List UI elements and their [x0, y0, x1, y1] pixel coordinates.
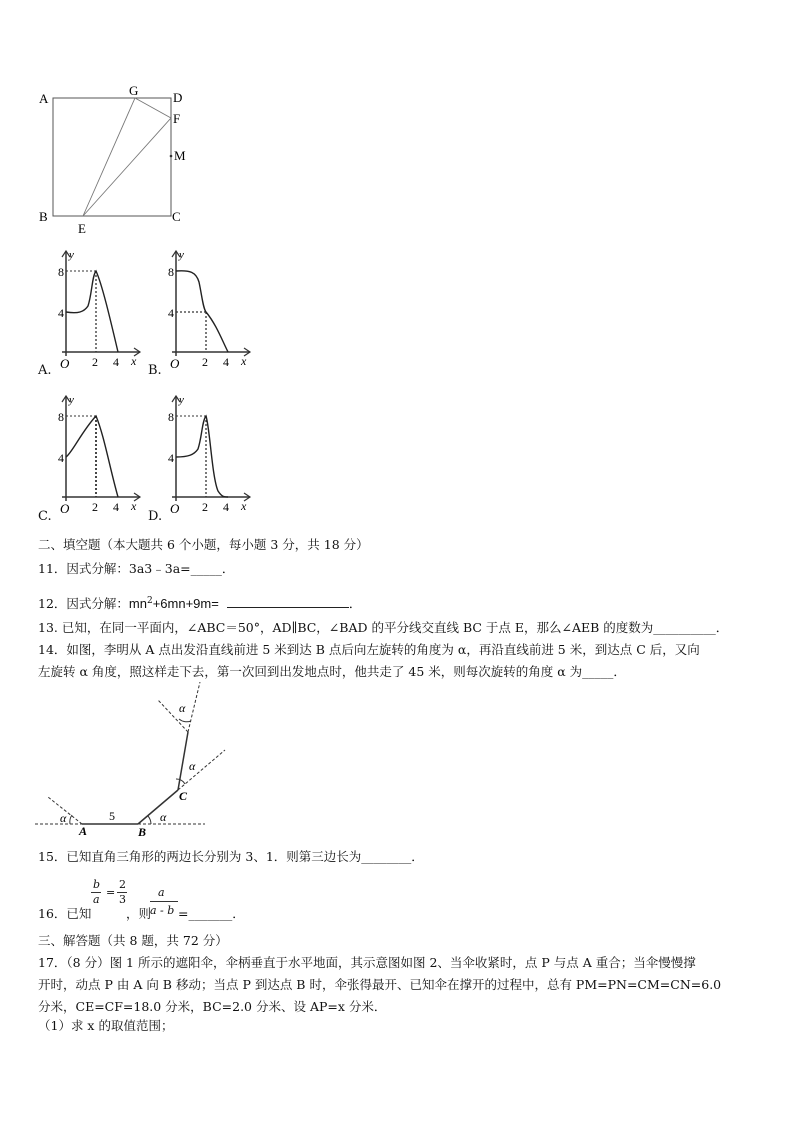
tick-x4: 4 [113, 500, 119, 514]
tick-y8: 8 [168, 265, 174, 279]
tick-y4: 4 [58, 451, 64, 465]
y-axis-label: y [179, 249, 184, 261]
q16-suffix: =_______． [178, 906, 245, 921]
alpha-c: α [189, 759, 196, 773]
label-b: B [138, 825, 147, 839]
segment-eg [83, 98, 135, 216]
label-c: C [179, 789, 188, 803]
q12-answer-blank[interactable] [227, 595, 349, 608]
x-axis-label: x [241, 499, 247, 513]
origin-label: O [60, 501, 70, 516]
label-f: F [173, 111, 181, 126]
question-17-line1: 17．（8 分）图 1 所示的遮阳伞，伞柄垂直于水平地面，其示意图如图 2、当伞收紧时，点 P 与点 A 重合；当伞慢慢撑 [38, 955, 696, 970]
q12-suffix: ． [348, 596, 362, 612]
question-17-line4: （1）求 x 的取值范围； [38, 1018, 174, 1033]
q16-den-3: 3 [119, 893, 126, 906]
q16-mid: ，则 [126, 906, 152, 921]
y-axis-label: y [179, 394, 184, 406]
label-e: E [78, 221, 86, 236]
graph-option-a [58, 248, 148, 373]
graph-option-d [168, 393, 258, 518]
graph-option-b [168, 248, 258, 373]
alpha-b: α [160, 810, 167, 824]
question-17-line3: 分米，CE=CF=18.0 分米，BC=2.0 分米、设 AP=x 分米． [38, 999, 387, 1014]
segment-bc [138, 790, 178, 824]
question-11: 11．因式分解：3a3﹣3a=_____． [38, 561, 235, 576]
alpha-a: α [60, 811, 67, 825]
section2-heading: 二、填空题（本大题共 6 个小题，每小题 3 分，共 18 分） [38, 537, 369, 552]
q12-prefix: 12．因式分解： [38, 596, 129, 612]
question-17-line2: 开时，动点 P 由 A 向 B 移动；当点 P 到达点 B 时，伞张得最开、已知伞在撑开的过程中，总有 PM=PN=CM=CN=6.0 [38, 977, 722, 992]
question-15: 15．已知直角三角形的两边长分别为 3、1．则第三边长为________． [38, 849, 424, 864]
point-m [170, 155, 173, 158]
label-c: C [172, 209, 181, 224]
q16-num-a: a [158, 886, 165, 899]
tick-y8: 8 [168, 410, 174, 424]
q16-num-2: 2 [119, 878, 126, 891]
q12-expr-b: +6mn+9m= [152, 596, 219, 612]
y-axis-label: y [69, 394, 74, 406]
label-g: G [129, 83, 139, 98]
label-b: B [39, 209, 48, 224]
square-outline [53, 98, 171, 216]
tick-y4: 4 [168, 306, 174, 320]
tick-x2: 2 [92, 355, 98, 369]
label-a: A [39, 91, 49, 106]
origin-label: O [60, 356, 70, 371]
question-13: 13. 已知，在同一平面内，∠ABC＝50°，AD∥BC，∠BAD 的平分线交直线 BC 于点 E，那么∠AEB 的度数为__________． [38, 620, 729, 635]
alpha-d: α [179, 701, 186, 715]
q16-den-a: a [93, 893, 100, 906]
q12-expr-a: mn [128, 596, 147, 612]
tick-x2: 2 [202, 500, 208, 514]
x-axis-label: x [131, 354, 137, 368]
x-axis-label: x [131, 499, 137, 513]
q16-prefix: 16．已知 [38, 906, 92, 921]
tick-x2: 2 [92, 500, 98, 514]
y-axis-label: y [69, 249, 74, 261]
option-a-label: A. [38, 363, 52, 378]
tick-y8: 8 [58, 265, 64, 279]
q16-equals: = [106, 886, 116, 899]
q16-num-b: b [93, 878, 101, 891]
question-14-line1: 14．如图，李明从 A 点出发沿直线前进 5 米到达 B 点后向左旋转的角度为 α，再沿直线前进 5 米，到达点 C 后，又向 [38, 642, 700, 657]
tick-x4: 4 [223, 355, 229, 369]
question-12 [38, 593, 361, 612]
x-axis-label: x [241, 354, 247, 368]
q12-exponent: 2 [146, 596, 153, 606]
section3-heading: 三、解答题（共 8 题，共 72 分） [38, 933, 228, 948]
origin-label: O [170, 356, 180, 371]
label-five: 5 [109, 809, 115, 823]
tick-y4: 4 [58, 306, 64, 320]
segment-gf [135, 98, 171, 118]
tick-x4: 4 [223, 500, 229, 514]
q16-den-ab: a - b [150, 904, 175, 917]
option-d-label: D. [148, 509, 163, 524]
tick-y8: 8 [58, 410, 64, 424]
square-figure [30, 80, 200, 240]
label-a: A [79, 824, 88, 838]
origin-label: O [170, 501, 180, 516]
q16-fraction-bar-3 [150, 901, 178, 902]
tick-x2: 2 [202, 355, 208, 369]
label-m: M [174, 148, 186, 163]
option-c-label: C. [38, 509, 52, 524]
segment-ef [83, 118, 171, 216]
tick-y4: 4 [168, 451, 174, 465]
graph-option-c [58, 393, 148, 518]
path-figure [30, 682, 240, 842]
option-b-label: B. [148, 363, 162, 378]
question-14-line2: 左旋转 α 角度，照这样走下去，第一次回到出发地点时，他共走了 45 米，则每次旋转的角度 α 为_____． [38, 664, 626, 679]
tick-x4: 4 [113, 355, 119, 369]
label-d: D [173, 90, 183, 105]
question-16 [38, 878, 358, 922]
